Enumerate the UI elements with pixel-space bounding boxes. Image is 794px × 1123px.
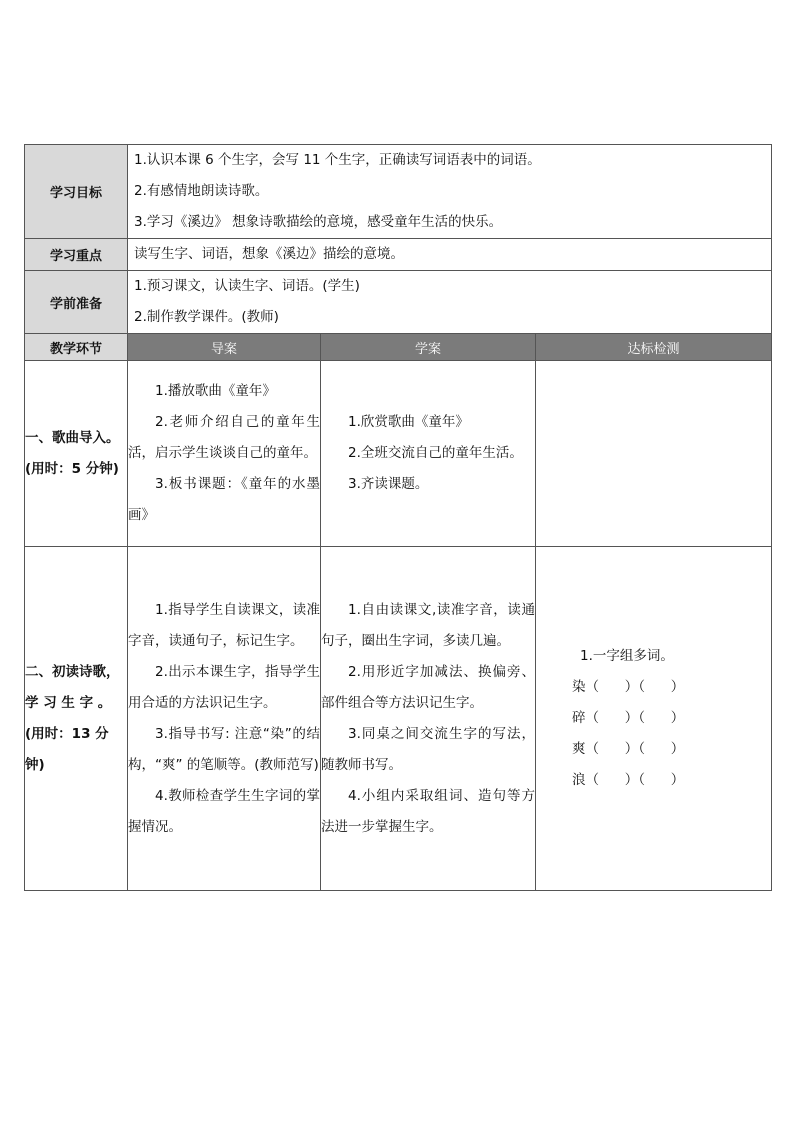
guide-step: 2.出示本课生字，指导学生用合适的方法识记生字。 — [128, 663, 320, 711]
guide-step: 3.指导书写: 注意“染”的结构，“爽” 的笔顺等。(教师范写) — [128, 725, 320, 773]
study-step: 4.小组内采取组词、造句等方法进一步掌握生字。 — [321, 787, 535, 835]
key-points-content — [128, 239, 772, 271]
study-step: 3.同桌之间交流生字的写法，随教师书写。 — [321, 725, 535, 773]
header-guide: 导案 — [128, 334, 321, 361]
check-exercise: 爽（ ）（ ） — [572, 741, 685, 757]
stage-title: 一、歌曲导入。(用时：5 分钟) — [25, 361, 128, 547]
stage-title: 二、初读诗歌，学 习 生 字 。 (用时：13 分钟) — [25, 547, 128, 891]
header-check: 达标检测 — [536, 334, 772, 361]
guide-step: 3.板书课题：《童年的水墨画》 — [128, 476, 320, 523]
stage-row-1 — [25, 361, 772, 547]
guide-step: 4.教师检查学生生字词的掌握情况。 — [128, 787, 320, 835]
header-study: 学案 — [321, 334, 536, 361]
study-cell — [321, 361, 536, 547]
objectives-content — [128, 145, 772, 239]
check-exercise: 染（ ）（ ） — [572, 679, 685, 695]
key-points-text: 读写生字、词语，想象《溪边》描绘的意境。 — [134, 246, 404, 262]
stage-row-2 — [25, 547, 772, 891]
key-points-label: 学习重点 — [25, 239, 128, 271]
objective-item: 1.认识本课 6 个生字，会写 11 个生字，正确读写词语表中的词语。 — [134, 152, 541, 168]
study-step: 1.欣赏歌曲《童年》 — [348, 414, 469, 430]
guide-cell — [128, 361, 321, 547]
check-exercise: 浪（ ）（ ） — [572, 772, 685, 788]
objective-item: 3.学习《溪边》 想象诗歌描绘的意境，感受童年生活的快乐。 — [134, 214, 503, 230]
study-step: 2.用形近字加减法、换偏旁、部件组合等方法识记生字。 — [321, 663, 535, 711]
guide-cell — [128, 547, 321, 891]
check-cell-empty — [536, 361, 772, 547]
study-step: 2.全班交流自己的童年生活。 — [348, 445, 523, 461]
preparation-item: 2.制作教学课件。(教师) — [134, 309, 279, 325]
study-step: 3.齐读课题。 — [348, 476, 429, 492]
header-stage: 教学环节 — [25, 334, 128, 361]
preparation-item: 1.预习课文，认读生字、词语。(学生) — [134, 278, 360, 294]
check-title: 1.一字组多词。 — [580, 648, 674, 664]
guide-step: 1.播放歌曲《童年》 — [155, 383, 276, 399]
study-cell — [321, 547, 536, 891]
lesson-plan-table — [24, 144, 772, 891]
preparation-row — [25, 271, 772, 334]
key-points-row — [25, 239, 772, 271]
preparation-content — [128, 271, 772, 334]
column-header-row — [25, 334, 772, 361]
objectives-row — [25, 145, 772, 239]
objective-item: 2.有感情地朗读诗歌。 — [134, 183, 269, 199]
guide-step: 1.指导学生自读课文，读准字音，读通句子，标记生字。 — [128, 601, 320, 649]
guide-step: 2.老师介绍自己的童年生活，启示学生谈谈自己的童年。 — [128, 414, 320, 461]
study-step: 1.自由读课文,读准字音，读通句子，圈出生字词，多读几遍。 — [321, 601, 535, 649]
preparation-label: 学前准备 — [25, 271, 128, 334]
check-cell — [536, 547, 772, 891]
check-exercise: 碎（ ）（ ） — [572, 710, 685, 726]
objectives-label: 学习目标 — [25, 145, 128, 239]
